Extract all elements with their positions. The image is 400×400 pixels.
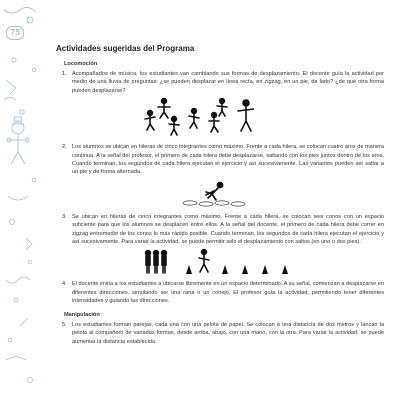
activity-item-1 [56,70,384,95]
jumping-through-hoops-icon [176,179,256,209]
item-text: Los estudiantes forman parejas, cada una con una pelota de papel. Se colocan a una distancia de dos metros y lanzan la pelota al compañero de variadas formas, desde arriba, abajo, con una mano, con la otra. Para variar la actividad, se puede aumentar la distancia establecida. [72,321,384,345]
item-number: 5. [62,321,67,328]
children-moving-figures-icon [144,97,254,139]
page-title: Actividades sugeridas del Programa [56,44,195,53]
activity-item-2 [56,143,384,177]
item-number: 1. [62,71,67,77]
activity-item-5 [56,321,384,346]
item-text: Se ubican en hileras de cinco integrantes como máximo. Frente a cada hilera, se colocan seis conos con un espacio suficiente para que los alumnos se desplacen entre ellos. A la señal del docente, el primero de cada hilera debe correr en zigzag entremedio de los conos lo más rápido posible. Cuando terminan, los segundos de cada hilera ejecutan el ejercicio y así sucesivamente. Para variar la actividad, se puede permitir solo el desplazamiento con saltos (en uno o dos pies). [72,213,384,246]
item-text: Acompañados de música, los estudiantes van cambiando sus formas de desplazamiento. El docente guía la actividad por medio de una lluvia de preguntas: ¿se pueden desplazar en línea recta, en zigzag, en un pie, de lado? ¿de qué otra forma pueden desplazarse? [72,71,384,94]
illustration-children-moving [56,97,384,139]
item-number: 4. [62,281,67,288]
activity-item-3 [56,213,384,247]
item-text: Los alumnos se ubican en hileras de cinco integrantes como máximo. Frente a cada hilera, se colocan cuatro aros de manera continua. A la señal del profesor, el primero de cada hilera debe desplazarse, saltando con los pies juntos dentro de los aros. Cuando terminan, los segundos de cada hilera ejecutan el ejercicio y así sucesivamente. Las variantes pueden ser saltar a un pie y de forma alternada. [72,144,384,176]
item-number: 3. [62,213,67,220]
section-heading-manipulacion: Manipulación [64,311,100,318]
page-number: 75 [6,26,24,40]
margin-decoration [0,0,46,400]
main-content [56,44,384,346]
item-number: 2. [62,144,67,151]
illustration-hoops [56,179,384,209]
activity-item-4 [56,280,384,305]
item-text: El docente invita a los estudiantes a ubicarse libremente en un espacio determinado. A su señal, comienzan a desplazarse en diferentes direcciones, simulando ser una rana o un conejo. El profesor guía la actividad, permitiendo tener diferentes intensidades y guiando las direcciones. [72,281,384,305]
children-row-and-cones-icon [142,248,292,276]
section-heading-locomocion: Locomoción [64,61,98,67]
illustration-cones [56,248,384,276]
chalk-doodles-icon [0,0,46,400]
